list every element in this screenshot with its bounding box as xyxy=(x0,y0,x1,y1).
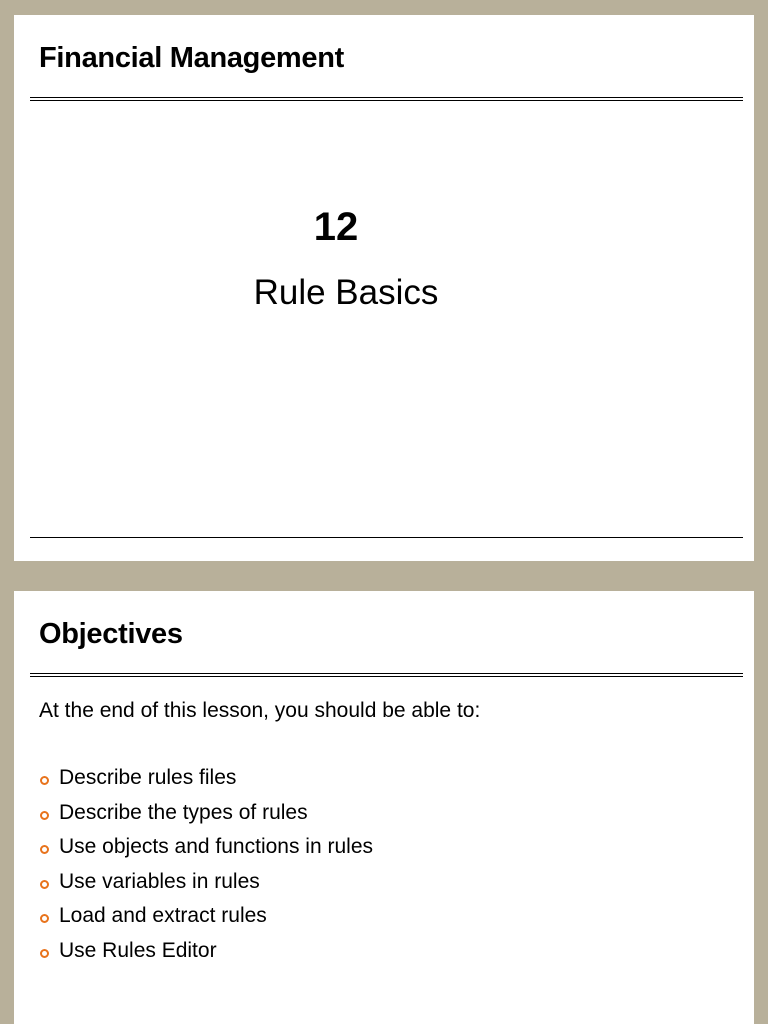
list-item xyxy=(39,939,373,974)
list-item-text: Use objects and functions in rules xyxy=(59,835,374,858)
list-item-text: Use variables in rules xyxy=(59,869,260,893)
objectives-list xyxy=(39,766,373,973)
list-item xyxy=(39,835,373,870)
title-divider xyxy=(30,97,743,101)
list-item-text: Describe rules files xyxy=(59,766,237,789)
list-item-text: Use Rules Editor xyxy=(59,938,217,962)
list-item-text: Load and extract rules xyxy=(59,904,267,927)
objectives-slide xyxy=(14,591,754,1024)
bullet-circle-icon xyxy=(40,914,49,923)
bullet-circle-icon xyxy=(40,880,49,889)
bullet-circle-icon xyxy=(40,811,49,820)
chapter-number: 12 xyxy=(313,205,359,249)
list-item xyxy=(39,801,373,836)
chapter-title: Rule Basics xyxy=(253,273,439,312)
list-item xyxy=(39,904,373,939)
slide-title: Objectives xyxy=(39,618,183,650)
title-divider xyxy=(30,673,743,677)
slide-title: Financial Management xyxy=(39,42,345,74)
footer-divider xyxy=(30,537,743,538)
bullet-circle-icon xyxy=(40,845,49,854)
list-item-text: Describe the types of rules xyxy=(59,800,308,824)
bullet-circle-icon xyxy=(40,776,49,785)
title-slide xyxy=(14,15,754,561)
bullet-circle-icon xyxy=(40,949,49,958)
list-item xyxy=(39,766,373,801)
objectives-intro: At the end of this lesson, you should be able to: xyxy=(39,699,481,722)
list-item xyxy=(39,870,373,905)
